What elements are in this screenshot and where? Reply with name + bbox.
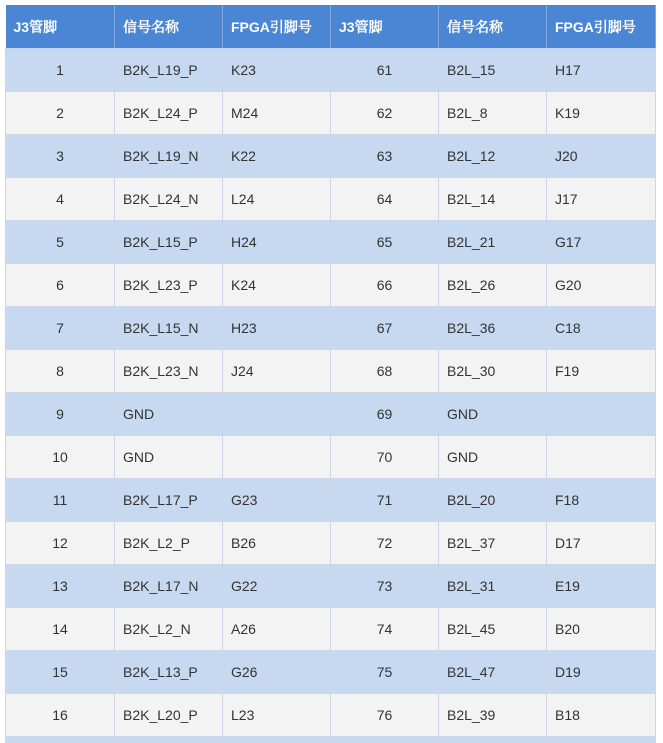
- cell-j3-pin-left: 15: [6, 651, 115, 694]
- table-row: [6, 49, 656, 92]
- header-signal-name-left: 信号名称: [115, 5, 223, 49]
- table-row: [6, 436, 656, 479]
- cell-fpga-pin-right: J20: [547, 135, 656, 178]
- pin-mapping-table: [5, 5, 656, 743]
- header-fpga-pin-left: FPGA引脚号: [223, 5, 331, 49]
- cell-fpga-pin-right: G20: [547, 264, 656, 307]
- cell-signal-name-left: B2K_L17_P: [115, 479, 223, 522]
- cell-j3-pin-left: 2: [6, 92, 115, 135]
- table-row: [6, 307, 656, 350]
- table-body: [6, 49, 656, 743]
- cell-fpga-pin-left: L24: [223, 178, 331, 221]
- cell-signal-name-left: GND: [115, 393, 223, 436]
- cell-j3-pin-right: 73: [331, 565, 439, 608]
- table-row: [6, 651, 656, 694]
- cell-j3-pin-right: 71: [331, 479, 439, 522]
- cell-j3-pin-left: 7: [6, 307, 115, 350]
- cell-signal-name-right: B2L_12: [439, 135, 547, 178]
- cell-fpga-pin-left: L23: [223, 694, 331, 737]
- cell-fpga-pin-left: K24: [223, 264, 331, 307]
- table-row: [6, 178, 656, 221]
- cell-j3-pin-left: 6: [6, 264, 115, 307]
- cell-j3-pin-left: 3: [6, 135, 115, 178]
- cell-fpga-pin-left: [223, 436, 331, 479]
- cell-j3-pin-right: 62: [331, 92, 439, 135]
- cell-signal-name-right: B2L_8: [439, 92, 547, 135]
- cell-signal-name-right: B2L_39: [439, 694, 547, 737]
- cell-j3-pin-right: 68: [331, 350, 439, 393]
- cell-fpga-pin-right: B20: [547, 608, 656, 651]
- cell-j3-pin-right: 74: [331, 608, 439, 651]
- table-row: [6, 221, 656, 264]
- cell-j3-pin-right: 72: [331, 522, 439, 565]
- cell-fpga-pin-right: K19: [547, 92, 656, 135]
- cell-signal-name-left: B2K_L23_N: [115, 350, 223, 393]
- cell-signal-name-left: B2K_L19_P: [115, 49, 223, 92]
- cell-fpga-pin-right: [547, 393, 656, 436]
- cell-j3-pin-left: 13: [6, 565, 115, 608]
- table-row: [6, 522, 656, 565]
- cell-j3-pin-right: 76: [331, 694, 439, 737]
- cell-j3-pin-right: 65: [331, 221, 439, 264]
- cell-signal-name-left: B2K_L19_N: [115, 135, 223, 178]
- table-header: [6, 5, 656, 49]
- cell-fpga-pin-right: B18: [547, 694, 656, 737]
- header-fpga-pin-right: FPGA引脚号: [547, 5, 656, 49]
- cell-signal-name-right: B2L_26: [439, 264, 547, 307]
- cell-fpga-pin-right: J17: [547, 178, 656, 221]
- cell-j3-pin-left: 5: [6, 221, 115, 264]
- cell-j3-pin-right: 67: [331, 307, 439, 350]
- cell-fpga-pin-left: G23: [223, 479, 331, 522]
- cell-signal-name-left: B2K_L13_P: [115, 651, 223, 694]
- cell-signal-name-right: B2L_14: [439, 178, 547, 221]
- cell-fpga-pin-right: F19: [547, 350, 656, 393]
- cell-signal-name-left: B2K_L20_P: [115, 694, 223, 737]
- cell-signal-name-left: B2K_L24_P: [115, 92, 223, 135]
- cell-fpga-pin-left: H23: [223, 307, 331, 350]
- cell-signal-name-right: GND: [439, 436, 547, 479]
- cell-signal-name-left: B2K_L2_N: [115, 608, 223, 651]
- cell-fpga-pin-left: G22: [223, 565, 331, 608]
- cell-signal-name-left: B2K_L15_P: [115, 221, 223, 264]
- cell-signal-name-right: B2L_30: [439, 350, 547, 393]
- table-row: [6, 393, 656, 436]
- cell-fpga-pin-left: B26: [223, 522, 331, 565]
- cell-signal-name-right: B2L_45: [439, 608, 547, 651]
- table-row: [6, 694, 656, 737]
- cell-j3-pin-left: 4: [6, 178, 115, 221]
- cell-j3-pin-left: 10: [6, 436, 115, 479]
- cell-fpga-pin-right: H17: [547, 49, 656, 92]
- cell-fpga-pin-right: C18: [547, 307, 656, 350]
- cell-signal-name-right: B2L_21: [439, 221, 547, 264]
- cell-fpga-pin-left: [223, 393, 331, 436]
- cell-fpga-pin-right: G17: [547, 221, 656, 264]
- cell-fpga-pin-right: D17: [547, 522, 656, 565]
- cell-signal-name-right: B2L_36: [439, 307, 547, 350]
- cell-signal-name-left: B2K_L24_N: [115, 178, 223, 221]
- header-j3-pin-left: J3管脚: [6, 5, 115, 49]
- cell-signal-name-right: GND: [439, 393, 547, 436]
- cell-j3-pin-right: 61: [331, 49, 439, 92]
- cell-signal-name-left: B2K_L17_N: [115, 565, 223, 608]
- cell-fpga-pin-right: [547, 436, 656, 479]
- cell-signal-name-right: B2L_20: [439, 479, 547, 522]
- cell-signal-name-left: B2K_L2_P: [115, 522, 223, 565]
- table-row: [6, 264, 656, 307]
- cell-signal-name-right: B2L_31: [439, 565, 547, 608]
- table-row: [6, 565, 656, 608]
- cell-j3-pin-right: 70: [331, 436, 439, 479]
- cell-j3-pin-right: 66: [331, 264, 439, 307]
- cell-fpga-pin-left: K23: [223, 49, 331, 92]
- cell-fpga-pin-left: H24: [223, 221, 331, 264]
- table-row: [6, 92, 656, 135]
- cell-fpga-pin-left: A26: [223, 608, 331, 651]
- cell-j3-pin-left: 14: [6, 608, 115, 651]
- table-row: [6, 350, 656, 393]
- cell-j3-pin-right: 69: [331, 393, 439, 436]
- cell-signal-name-right: B2L_47: [439, 651, 547, 694]
- cell-j3-pin-left: 12: [6, 522, 115, 565]
- cell-fpga-pin-left: J24: [223, 350, 331, 393]
- cell-j3-pin-right: 75: [331, 651, 439, 694]
- cell-fpga-pin-right: E19: [547, 565, 656, 608]
- cell-fpga-pin-right: F18: [547, 479, 656, 522]
- cell-signal-name-right: B2L_15: [439, 49, 547, 92]
- cell-signal-name-left: GND: [115, 436, 223, 479]
- cell-j3-pin-left: 16: [6, 694, 115, 737]
- table-row: [6, 608, 656, 651]
- header-signal-name-right: 信号名称: [439, 5, 547, 49]
- cell-signal-name-left: B2K_L15_N: [115, 307, 223, 350]
- cell-fpga-pin-left: K22: [223, 135, 331, 178]
- cell-j3-pin-right: 64: [331, 178, 439, 221]
- cell-j3-pin-left: 8: [6, 350, 115, 393]
- header-j3-pin-right: J3管脚: [331, 5, 439, 49]
- cell-fpga-pin-left: G26: [223, 651, 331, 694]
- cell-j3-pin-right: 63: [331, 135, 439, 178]
- cell-fpga-pin-right: D19: [547, 651, 656, 694]
- cell-j3-pin-left: 11: [6, 479, 115, 522]
- header-row: [6, 5, 656, 49]
- cell-signal-name-left: B2K_L23_P: [115, 264, 223, 307]
- table-row: [6, 479, 656, 522]
- table-row: [6, 135, 656, 178]
- cell-j3-pin-left: 9: [6, 393, 115, 436]
- cell-signal-name-right: B2L_37: [439, 522, 547, 565]
- cell-fpga-pin-left: M24: [223, 92, 331, 135]
- cell-j3-pin-left: 1: [6, 49, 115, 92]
